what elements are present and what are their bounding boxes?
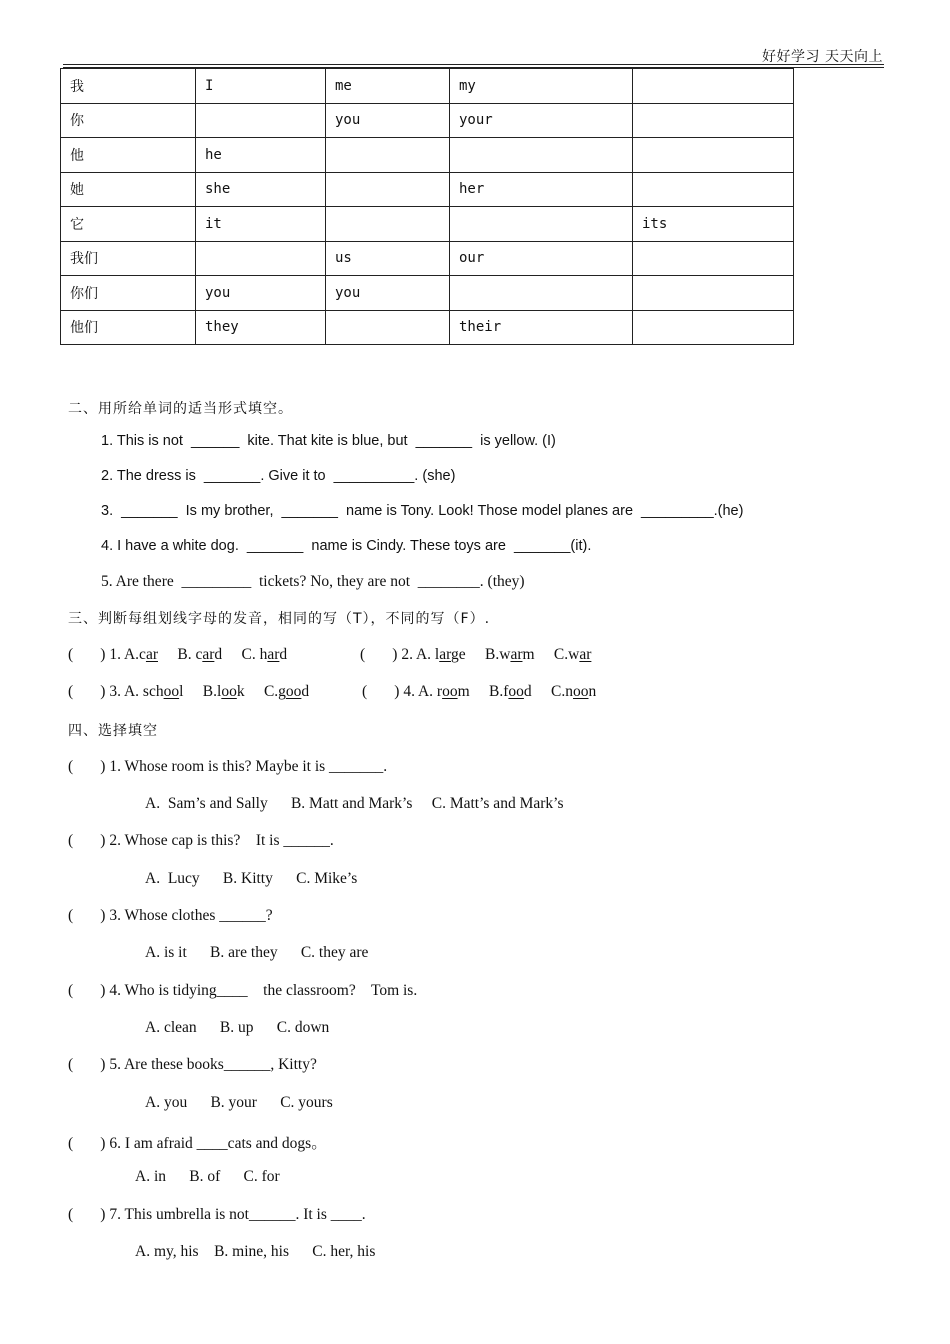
table-cell: us [326, 241, 450, 276]
table-cell [633, 103, 794, 138]
question-7-options: A. my, his B. mine, his C. her, his [135, 1243, 376, 1260]
question-number: 1. [109, 646, 121, 663]
section3-q3 [68, 683, 309, 701]
table-cell: 我们 [61, 241, 196, 276]
table-cell [633, 138, 794, 173]
option-word: A. large [415, 646, 466, 663]
pronoun-table [60, 68, 794, 345]
answer-bracket[interactable]: ( ) [68, 683, 106, 700]
table-row [61, 138, 794, 173]
section3-title: 三、判断每组划线字母的发音，相同的写（T），不同的写（F）. [68, 611, 491, 627]
question-2-stem: ( ) 2. Whose cap is this? It is ______. [68, 832, 334, 849]
option-word: C.good [263, 683, 310, 700]
table-cell: 她 [61, 172, 196, 207]
table-cell [633, 276, 794, 311]
table-cell: you [326, 103, 450, 138]
table-cell [633, 69, 794, 104]
table-cell [450, 138, 633, 173]
table-cell: 它 [61, 207, 196, 242]
section3-q2 [360, 646, 591, 664]
table-cell [326, 138, 450, 173]
table-row [61, 69, 794, 104]
option-word: C. hard [241, 646, 288, 663]
table-cell [326, 310, 450, 345]
option-word: A.car [123, 646, 158, 663]
option-word: A. school [123, 683, 184, 700]
option-word: B.look [202, 683, 245, 700]
section2-item-4: 4. I have a white dog. _______ name is Cindy. These toys are _______(it). [101, 538, 592, 554]
question-4-options: A. clean B. up C. down [145, 1019, 330, 1036]
option-word: C.war [553, 646, 592, 663]
question-4-stem: ( ) 4. Who is tidying____ the classroom? Tom is. [68, 982, 418, 999]
header-motto: 好好学习 天天向上 [762, 49, 883, 65]
header-rule [63, 64, 884, 65]
table-cell: he [196, 138, 326, 173]
table-row [61, 172, 794, 207]
table-cell [326, 172, 450, 207]
option-word: B.food [489, 683, 532, 700]
table-cell: your [450, 103, 633, 138]
section4-title: 四、选择填空 [68, 723, 158, 739]
table-cell: 我 [61, 69, 196, 104]
option-word: B.warm [485, 646, 535, 663]
table-cell: my [450, 69, 633, 104]
table-row [61, 276, 794, 311]
question-number: 4. [403, 683, 415, 700]
question-number: 2. [401, 646, 413, 663]
table-cell: me [326, 69, 450, 104]
section2-title: 二、用所给单词的适当形式填空。 [68, 401, 293, 417]
table-cell: their [450, 310, 633, 345]
question-5-stem: ( ) 5. Are these books______, Kitty? [68, 1056, 317, 1073]
table-cell: 他们 [61, 310, 196, 345]
table-cell [450, 276, 633, 311]
section2-item-3: 3. _______ Is my brother, _______ name is Tony. Look! Those model planes are _________.(he) [101, 503, 744, 519]
table-cell [326, 207, 450, 242]
table-cell: 你们 [61, 276, 196, 311]
table-cell [633, 172, 794, 207]
table-cell: they [196, 310, 326, 345]
table-cell: her [450, 172, 633, 207]
question-3-options: A. is it B. are they C. they are [145, 944, 369, 961]
question-6-stem: ( ) 6. I am afraid ____cats and dogs。 [68, 1135, 327, 1152]
table-row [61, 241, 794, 276]
table-cell: its [633, 207, 794, 242]
section2-item-1: 1. This is not ______ kite. That kite is blue, but _______ is yellow. (I) [101, 433, 556, 449]
question-1-stem: ( ) 1. Whose room is this? Maybe it is _______. [68, 758, 388, 775]
question-2-options: A. Lucy B. Kitty C. Mike’s [145, 870, 358, 887]
section2-item-2: 2. The dress is _______. Give it to __________. (she) [101, 468, 456, 484]
section3-q4 [362, 683, 596, 701]
table-cell: our [450, 241, 633, 276]
answer-bracket[interactable]: ( ) [360, 646, 398, 663]
table-cell: you [196, 276, 326, 311]
table-row [61, 310, 794, 345]
table-cell [196, 241, 326, 276]
option-word: B. card [177, 646, 223, 663]
question-6-options: A. in B. of C. for [135, 1168, 280, 1185]
table-row [61, 207, 794, 242]
option-word: A. room [417, 683, 470, 700]
section2-item-5: 5. Are there _________ tickets? No, they are not ________. (they) [101, 573, 525, 590]
table-cell: you [326, 276, 450, 311]
table-cell [633, 241, 794, 276]
table-row [61, 103, 794, 138]
question-7-stem: ( ) 7. This umbrella is not______. It is ____. [68, 1206, 366, 1223]
table-cell: 他 [61, 138, 196, 173]
table-cell: I [196, 69, 326, 104]
answer-bracket[interactable]: ( ) [362, 683, 400, 700]
table-cell [196, 103, 326, 138]
question-5-options: A. you B. your C. yours [145, 1094, 333, 1111]
answer-bracket[interactable]: ( ) [68, 646, 106, 663]
table-cell [633, 310, 794, 345]
table-cell: it [196, 207, 326, 242]
section3-q1 [68, 646, 287, 664]
option-word: C.noon [551, 683, 597, 700]
question-number: 3. [109, 683, 121, 700]
question-1-options: A. Sam’s and Sally B. Matt and Mark’s C. Matt’s and Mark’s [145, 795, 564, 812]
table-cell [450, 207, 633, 242]
question-3-stem: ( ) 3. Whose clothes ______? [68, 907, 273, 924]
table-cell: she [196, 172, 326, 207]
table-cell: 你 [61, 103, 196, 138]
